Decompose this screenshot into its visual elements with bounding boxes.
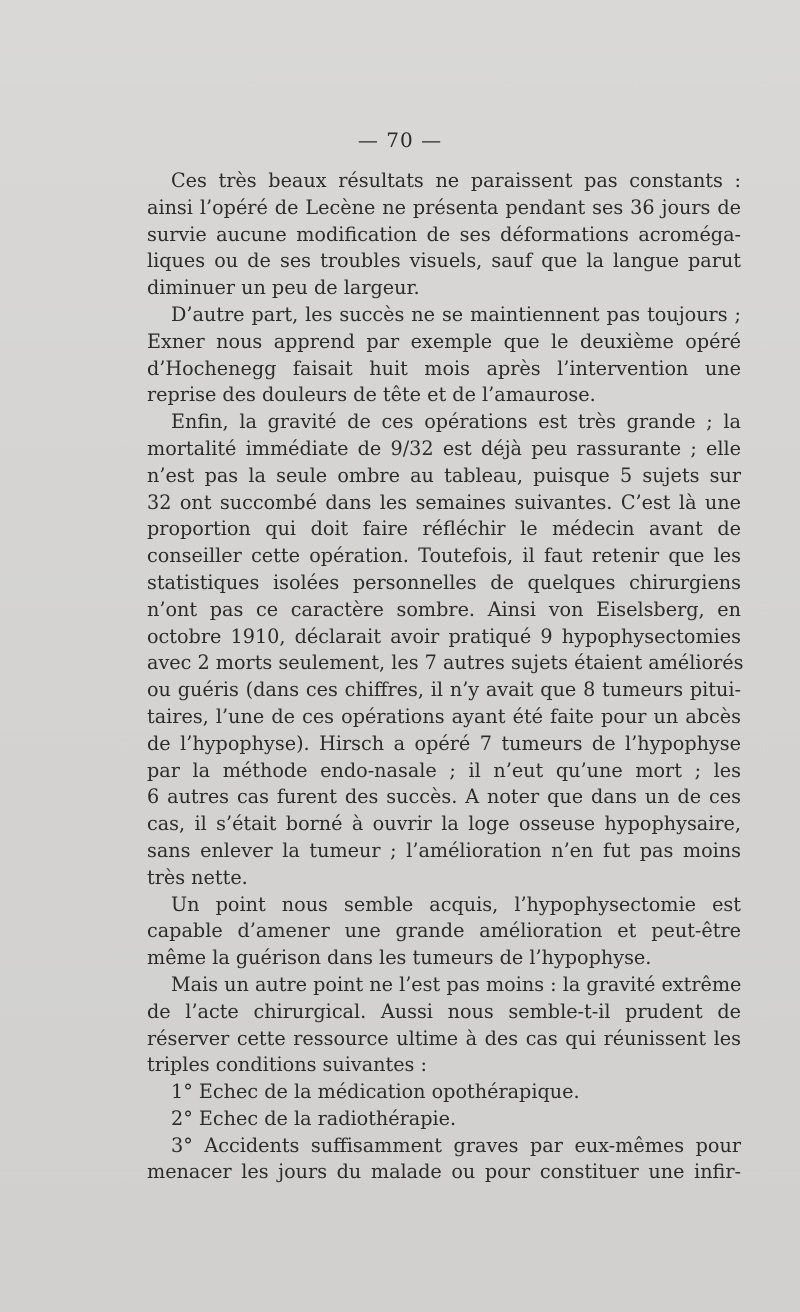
- paragraph: [147, 302, 741, 409]
- text-line: 2° Echec de la radiothérapie.: [171, 1106, 457, 1130]
- text-line: n’ont pas ce caractère sombre. Ainsi von Eiselsberg, en: [147, 597, 741, 621]
- text-line: proportion qui doit faire réfléchir le médecin avant de: [147, 517, 741, 541]
- text-line: Un point nous semble acquis, l’hypophysectomie est: [171, 892, 741, 916]
- text-line: 32 ont succombé dans les semaines suivantes. C’est là une: [147, 490, 741, 514]
- text-line: mortalité immédiate de 9/32 est déjà peu rassurante ; elle: [147, 436, 741, 460]
- text-line: Exner nous apprend par exemple que le deuxième opéré: [147, 329, 741, 353]
- text-line: ainsi l’opéré de Lecène ne présenta pendant ses 36 jours de: [147, 195, 741, 219]
- text-line: ou guéris (dans ces chiffres, il n’y avait que 8 tumeurs pitui-: [147, 678, 741, 702]
- text-line: 1° Echec de la médication opothérapique.: [171, 1080, 580, 1104]
- paragraph: [147, 972, 741, 1079]
- text-line: reprise des douleurs de tête et de l’amaurose.: [147, 383, 596, 407]
- text-line: triples conditions suivantes :: [147, 1053, 427, 1077]
- text-line: sans enlever la tumeur ; l’amélioration n’en fut pas moins: [147, 838, 741, 862]
- paragraph: [147, 1079, 741, 1106]
- text-line: même la guérison dans les tumeurs de l’hypophyse.: [147, 946, 652, 970]
- text-line: Ces très beaux résultats ne paraissent pas constants :: [171, 169, 741, 192]
- paragraph: [147, 168, 741, 302]
- text-line: Enfin, la gravité de ces opérations est très grande ; la: [171, 410, 741, 434]
- text-line: de l’hypophyse). Hirsch a opéré 7 tumeurs de l’hypophyse: [147, 731, 741, 755]
- text-line: D’autre part, les succès ne se maintiennent pas toujours ;: [171, 302, 741, 326]
- text-line: réserver cette ressource ultime à des cas qui réunissent les: [147, 1026, 741, 1050]
- text-line: d’Hochenegg faisait huit mois après l’intervention une: [147, 356, 741, 380]
- text-line: taires, l’une de ces opérations ayant été faite pour un abcès: [147, 704, 741, 728]
- text-line: conseiller cette opération. Toutefois, il faut retenir que les: [147, 544, 741, 568]
- text-line: 3° Accidents suffisamment graves par eux-mêmes pour: [171, 1133, 741, 1157]
- paragraph: [147, 1133, 741, 1187]
- text-line: avec 2 morts seulement, les 7 autres sujets étaient améliorés: [147, 651, 744, 675]
- body-text: [147, 168, 744, 1186]
- text-line: n’est pas la seule ombre au tableau, puisque 5 sujets sur: [147, 463, 741, 487]
- text-line: par la méthode endo-nasale ; il n’eut qu’une mort ; les: [147, 758, 741, 782]
- text-line: octobre 1910, déclarait avoir pratiqué 9 hypophysectomies: [147, 624, 741, 648]
- text-line: diminuer un peu de largeur.: [147, 276, 420, 300]
- text-line: très nette.: [147, 865, 248, 889]
- text-line: Mais un autre point ne l’est pas moins : la gravité extrême: [171, 972, 742, 996]
- text-line: 6 autres cas furent des succès. A noter que dans un de ces: [147, 785, 741, 809]
- text-line: de l’acte chirurgical. Aussi nous semble-t-il prudent de: [147, 999, 741, 1023]
- paragraph: [147, 1106, 741, 1133]
- text-line: menacer les jours du malade ou pour constituer une infir-: [147, 1160, 741, 1184]
- text-line: survie aucune modification de ses déformations acroméga-: [147, 222, 741, 246]
- text-line: cas, il s’était borné à ouvrir la loge osseuse hypophysaire,: [147, 812, 741, 836]
- page-number: — 70 —: [357, 128, 443, 152]
- paragraph: [147, 892, 741, 972]
- text-line: capable d’amener une grande amélioration et peut-être: [147, 919, 741, 943]
- text-line: statistiques isolées personnelles de quelques chirurgiens: [147, 570, 741, 594]
- paragraph: [147, 409, 744, 891]
- text-line: liques ou de ses troubles visuels, sauf que la langue parut: [147, 249, 741, 273]
